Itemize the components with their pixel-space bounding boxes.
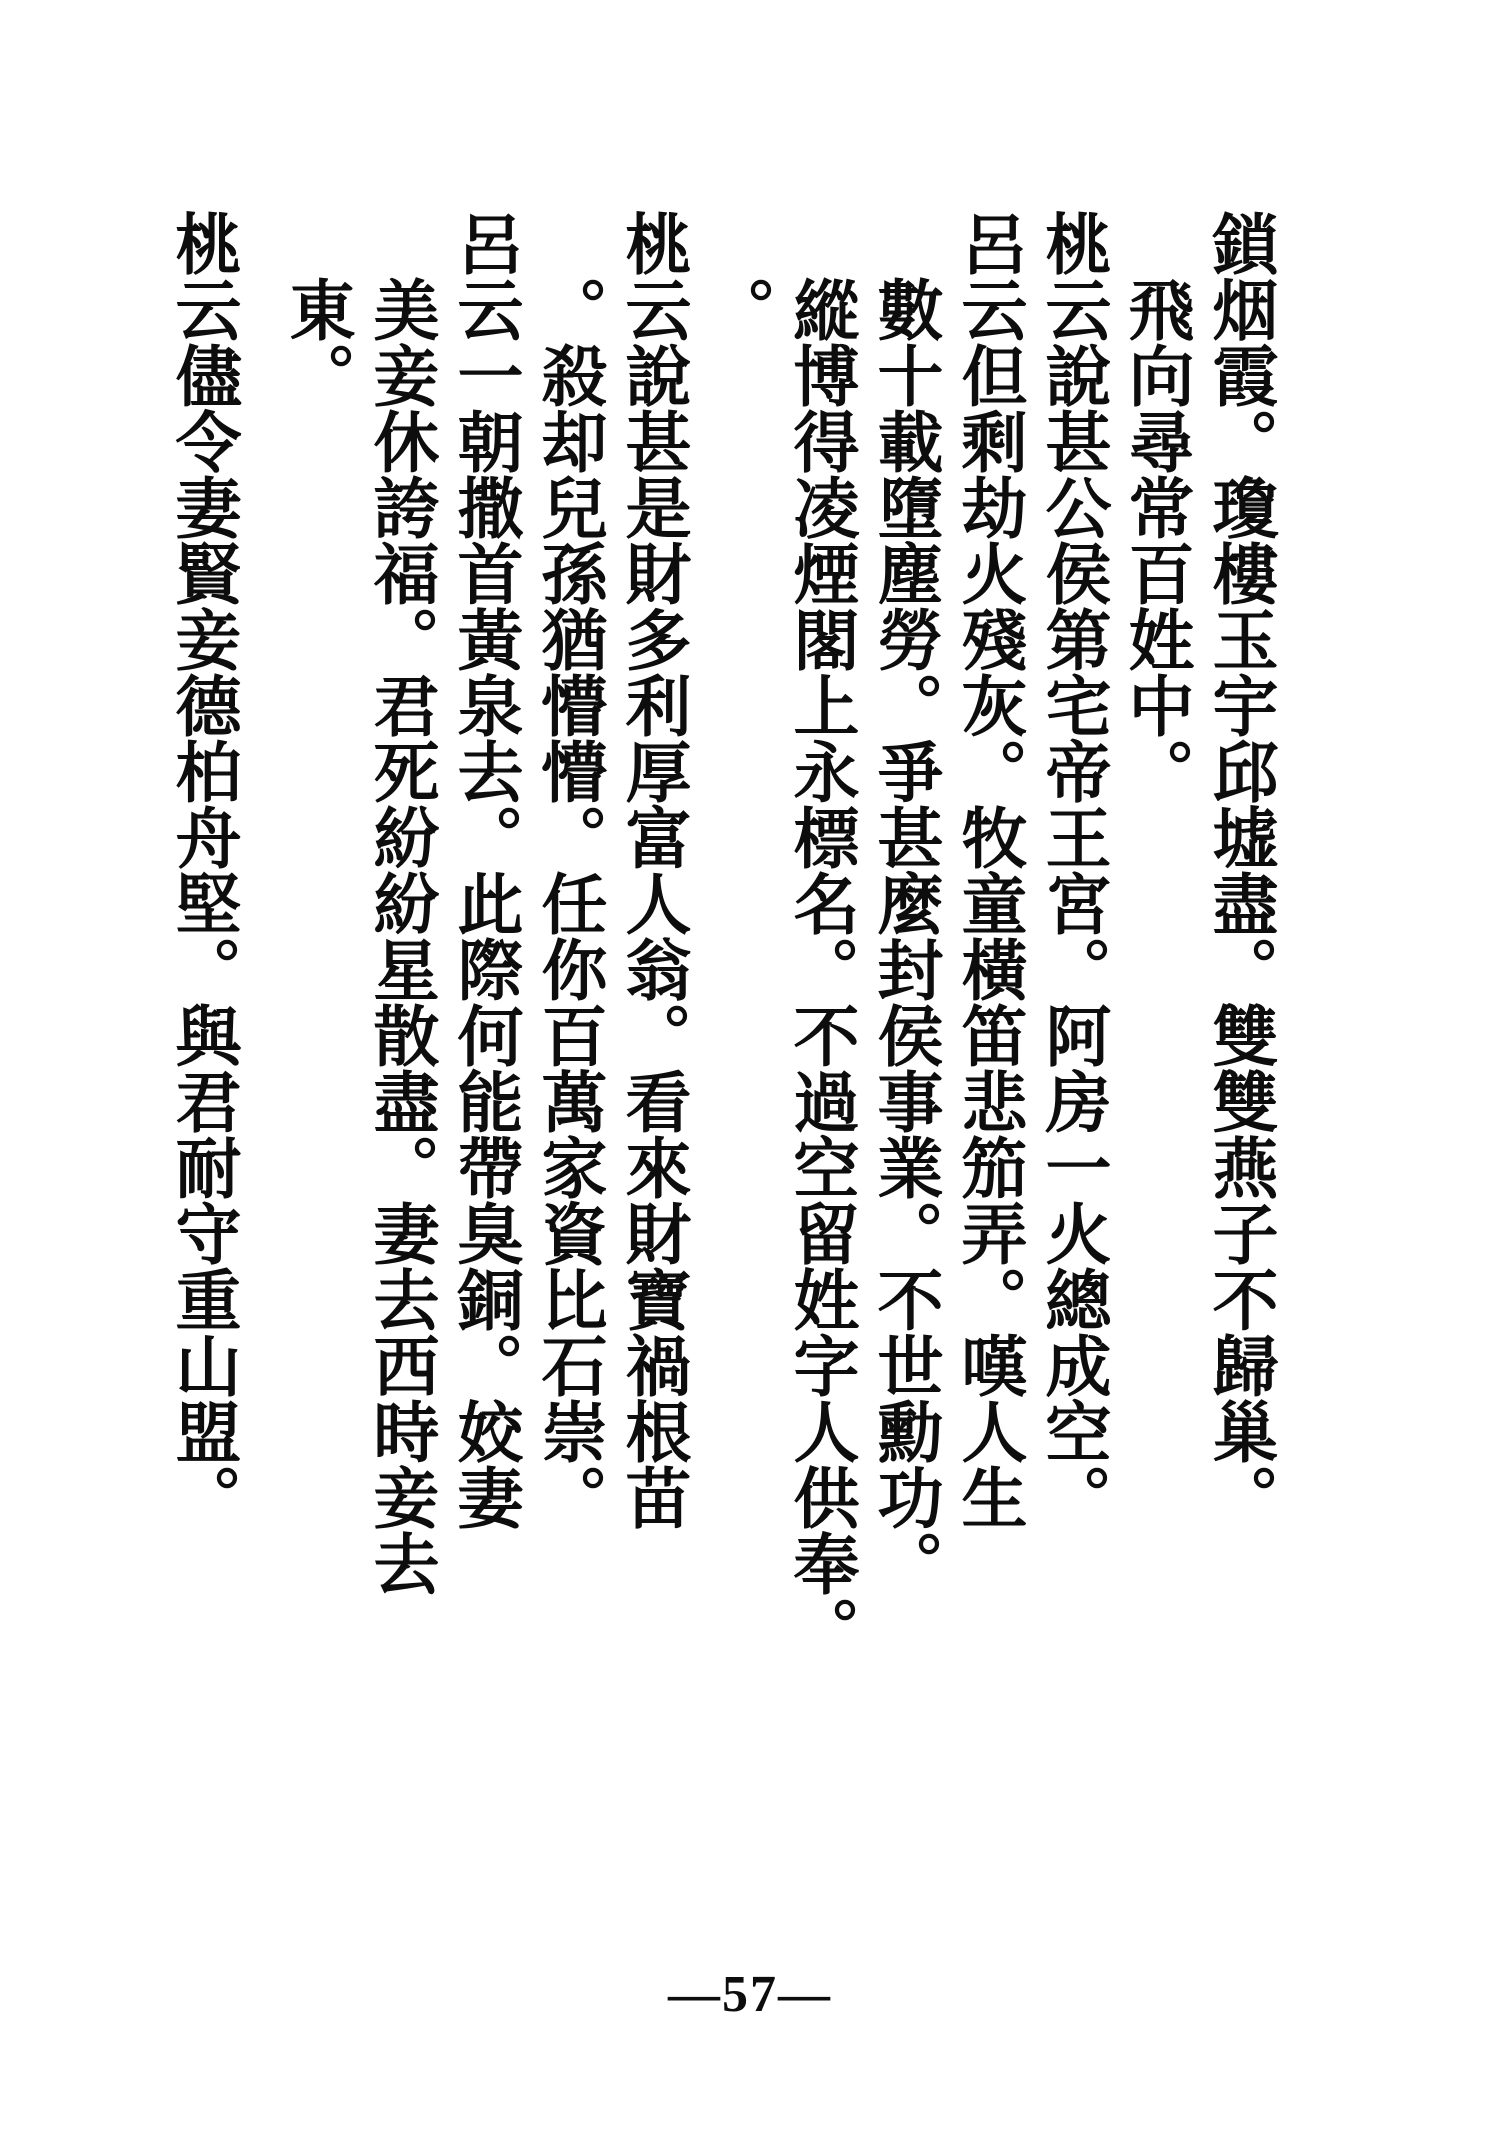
text-column-10: 呂云一朝撒首黃泉去。此際何能帶臭銅。姣妻 bbox=[446, 210, 524, 1530]
text-column-13: 桃云儘令妻賢妾德柏舟堅。與君耐守重山盟。 bbox=[164, 210, 242, 1530]
text-column-11: 美妾休誇福。君死紛紛星散盡。妻去西時妾去 bbox=[362, 210, 440, 1596]
text-column-1: 鎖烟霞。瓊樓玉宇邱墟盡。雙雙燕子不歸巢。 bbox=[1201, 210, 1279, 1530]
text-column-12: 東。 bbox=[278, 210, 356, 408]
text-column-6: 縱博得凌煙閣上永標名。不過空留姓字人供奉。 bbox=[782, 210, 860, 1662]
text-column-3: 桃云說甚公侯第宅帝王宮。阿房一火總成空。 bbox=[1034, 210, 1112, 1530]
text-column-4: 呂云但剩劫火殘灰。牧童橫笛悲笳弄。嘆人生 bbox=[950, 210, 1028, 1530]
text-column-2: 飛向尋常百姓中。 bbox=[1117, 210, 1195, 804]
text-column-7: 。 bbox=[698, 210, 776, 342]
page-number: —57— bbox=[668, 1966, 832, 2023]
text-column-8: 桃云說甚是財多利厚富人翁。看來財寶禍根苗 bbox=[614, 210, 692, 1530]
text-column-9: 。殺却兒孫猶懵懵。任你百萬家資比石崇。 bbox=[530, 210, 608, 1530]
text-column-5: 數十載墮塵勞。爭甚麼封侯事業。不世勳功。 bbox=[866, 210, 944, 1596]
